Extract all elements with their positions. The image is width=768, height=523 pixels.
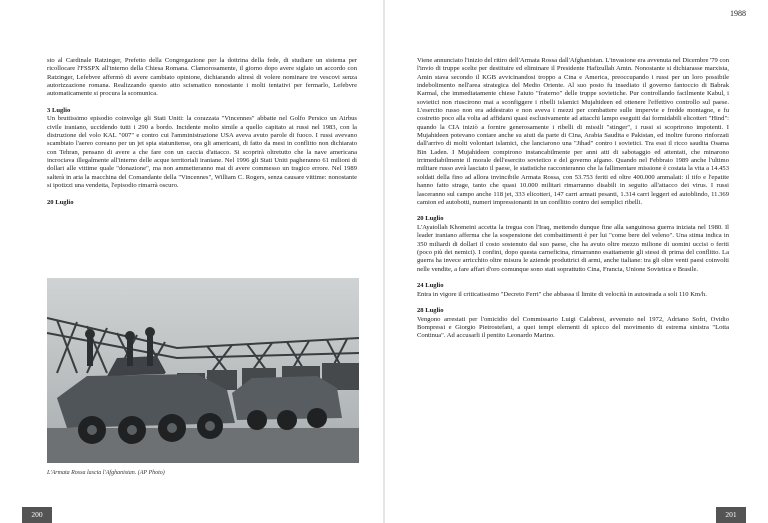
entry-date: 24 Luglio — [417, 282, 444, 290]
entry-20-luglio — [417, 215, 729, 273]
page-number-right: 201 — [716, 507, 746, 523]
entry-date: 20 Luglio — [47, 198, 74, 206]
left-intro-paragraph: sto al Cardinale Ratzinger, Prefetto della Congregazione per la dottrina della fede, di studiare un sistema per ricollocare l'FSSPX all'interno della Chiesa Romana. Clamorosamente, il giorno dopo avere siglato un accordo con Ratzinger, Lefebvre affermò di avere cambiato opinione, dichiarando altresì di volere nominare tre vescovi senza autorizzazione romana. Realizzando questo atto scismatico nonostante i molti tentativi per fermarlo, Lefebvre automaticamente si procura la scomunica. — [47, 57, 357, 98]
entry-3-luglio — [47, 107, 357, 190]
entry-text: Un bruttissimo episodio coinvolge gli Stati Uniti: la corazzata "Vincennes" abbatte nel Golfo Persico un Airbus civile iraniano, uccidendo tutti i 290 a bordo. Incidente molto simile a quello capitato ai russi nel 1983, con la distruzione del volo KAL "007" e contro cui l'amministrazione USA aveva avuto parole di fuoco. I russi avevano scambiato l'aereo coreano per un jet spia statunitense, ora gli americani, di fatto da mesi in conflitto non dichiarato con Tehran, pensano di avere a che fare con un caccia d'attacco. Si scoprirà oltretutto che la nave americana incrociava illegalmente all'interno delle acque territoriali iraniane. Nel 1996 gli Stati Uniti pagheranno 61 milioni di dollari alle vittime quale "donazione", ma non ammetteranno mai di avere commesso un tragico errore. Nel 1989 salterà in aria la macchina del Comandante della "Vincennes", William C. Rogers, senza causare vittime: nonostante si ipotizzi una vendetta, l'episodio rimarrà oscuro. — [47, 115, 357, 190]
photo-armored-convoy — [47, 278, 359, 463]
left-page-text — [47, 57, 357, 215]
entry-date: 20 Luglio — [417, 215, 444, 223]
entry-text: Vengono arrestati per l'omicidio del Commissario Luigi Calabresi, avvenuto nel 1972, Adriano Sofri, Ovidio Bompressi e Giorgio Pietrostefani, a quei tempi elementi di spicco del movimento di estrema sinistra "Lotta Continua". Ad accusarli il pentito Leonardo Marino. — [417, 315, 729, 340]
spread-gutter — [383, 0, 385, 523]
entry-text: Entra in vigore il criticatissimo "Decreto Ferri" che abbassa il limite di velocità in autostrada a soli 110 Km/h. — [417, 290, 707, 298]
entry-text: L'Ayatollah Khomeini accetta la tregua con l'Iraq, mettendo dunque fine alla sanguinosa guerra iniziata nel 1980. Il leader iraniano afferma che la sospensione dei combattimenti è per lui "come bere del veleno". Una stima indica in 350 miliardi di dollari il costo sostenuto dal suo paese, che ha avuto oltre mezzo milione di uomini uccisi o feriti (poco più dei nemici). I confini, dopo questa carneficina, rimarranno esattamente gli stessi di prima del conflitto. La guerra ha invece arricchito oltre misura le aziende produttrici di armi, anche italiane: tra gli oltre venti paesi coinvolti nelle vendite, a fare affari d'oro comunque sono stati soprattutto Cina, Francia, Unione Sovietica e Brasile. — [417, 223, 729, 273]
photo-caption: L'Armata Rossa lascia l'Afghanistan. (AP Photo) — [47, 470, 165, 476]
entry-24-luglio — [417, 282, 729, 299]
page-number-left: 200 — [22, 507, 52, 523]
entry-date: 28 Luglio — [417, 307, 444, 315]
right-page-text — [417, 57, 729, 349]
entry-28-luglio — [417, 307, 729, 340]
right-intro-paragraph: Viene annunciato l'inizio del ritiro dell'Armata Rossa dall'Afghanistan. L'invasione era avvenuta nel Dicembre '79 con l'invio di truppe scelte per destituire ed eliminare il Presidente Hafizullah Amin. Nonostante si dichiarasse marxista, Amin stava secondo il KGB avvicinandosi troppo a Cina e America, preoccupando i russi per un loro possibile indebolimento nell'area strategica del Medio Oriente. Al suo posto fu insediato il governo fantoccio di Babrak Karmal, che immediatamente chiese l'aiuto "fraterno" delle truppe sovietiche. Pur controllando facilmente Kabul, i sovietici non riuscirono mai a sconfiggere i ribelli islamici Mujahideen ed ottenere l'effettivo controllo sul paese. L'esercito russo non era addestrato e non aveva i mezzi per combattere sulle impervie e fredde montagne, e fu costretto poco alla volta ad affidarsi quasi esclusivamente ad attacchi lampo eseguiti dai formidabili elicotteri "Hind": quando la CIA iniziò a fornire generosamente i ribelli di missili "stinger", i russi si scoprirono impotenti. I Mujahideen potevano contare anche su aiuti da parte di Cina, Arabia Saudita e Pakistan, ed inoltre furono rinforzati dall'arrivo di molti volontari islamici, che lanciarono una "Jihad" contro i sovietici. Tra essi il ricco saudita Osama Bin Laden. I Mujahideen compirono instancabilmente per anni atti di sabotaggio ed attentati, che minarono irrimediabilmente il morale dell'esercito sovietico e del governo afgano. Quando nel Febbraio 1989 anche l'ultimo militare russo avrà lasciato il paese, le statistiche racconteranno che la fallimentare missione è costata la vita a 14.453 soldati della fino ad allora invincibile Armata Rossa, con 53.753 feriti ed oltre 400.000 ammalati: il tifo e l'epatite hanno fatto strage, tanto che quasi 10.000 militari rimarranno disabili in seguito all'attacco dei virus. I russi lasceranno sul campo anche 118 jet, 333 elicotteri, 147 carri armati pesanti, 1.314 carri leggeri ed autoblindo, 11.369 camion ed autobotti, numeri impressionanti in un conflitto contro dei semplici ribelli. — [417, 57, 729, 206]
entry-date: 3 Luglio — [47, 107, 71, 115]
running-header-year: 1988 — [730, 9, 746, 18]
entry-20-luglio-left — [47, 199, 357, 207]
